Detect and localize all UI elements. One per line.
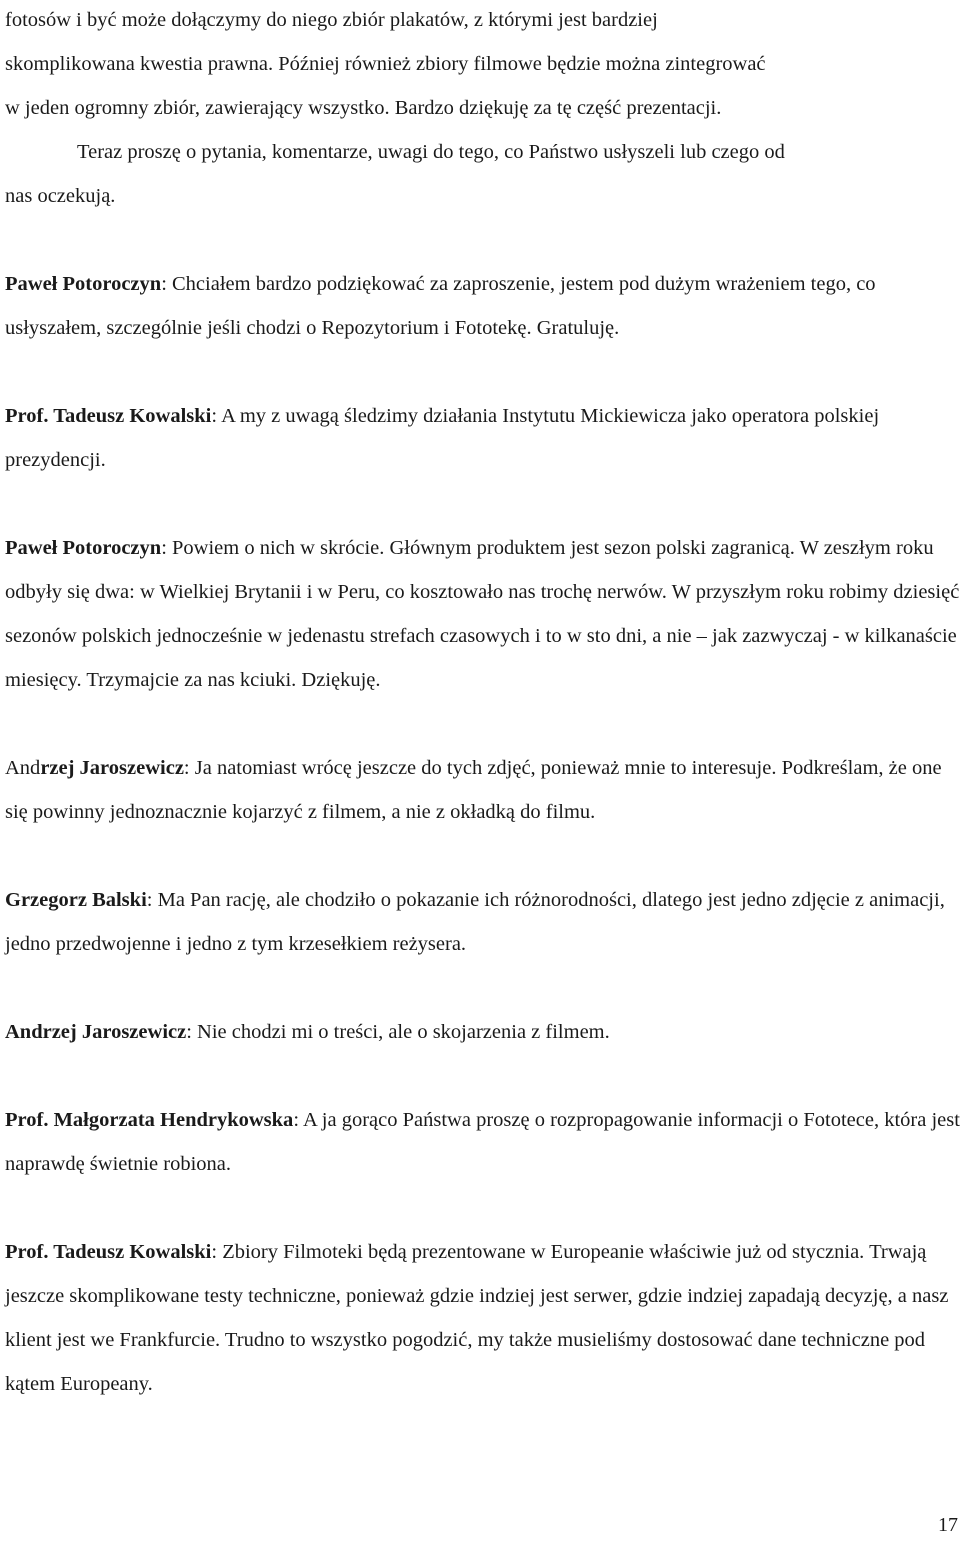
statement-paragraph: [5, 746, 960, 834]
intro-indented-line: Teraz proszę o pytania, komentarze, uwagi do tego, co Państwo usłyszeli lub czego od: [77, 141, 785, 163]
document-page: [5, 0, 960, 1406]
speaker-name: Grzegorz Balski: [5, 889, 147, 911]
statement-paragraph: [5, 526, 960, 702]
statement-paragraph: [5, 394, 960, 482]
statement-paragraph: [5, 262, 960, 350]
statement-text: : Nie chodzi mi o treści, ale o skojarzenia z filmem.: [186, 1021, 610, 1043]
statement-text: : A ja gorąco Państwa proszę o rozpropagowanie informacji o Fototece, która jest naprawdę świetnie robiona.: [5, 1109, 960, 1175]
statement-paragraph: [5, 1098, 960, 1186]
statement-text: : Powiem o nich w skrócie. Głównym produktem jest sezon polski zagranicą. W zeszłym roku odbyły się dwa: w Wielkiej Brytanii i w Peru, co kosztowało nas trochę nerwów. W przyszłym roku robimy dziesięć sezonów polskich jednocześnie w jedenastu strefach czasowych i to w sto dni, a nie – jak zazwyczaj - w kilkanaście miesięcy. Trzymajcie za nas kciuki. Dziękuję.: [5, 537, 960, 691]
intro-line-3: w jeden ogromny zbiór, zawierający wszystko. Bardzo dziękuję za tę część prezentacji.: [5, 97, 722, 119]
speaker-name: rzej Jaroszewicz: [40, 757, 184, 779]
page-number: 17: [938, 1514, 958, 1536]
speaker-name: Prof. Tadeusz Kowalski: [5, 1241, 212, 1263]
speaker-name: Prof. Małgorzata Hendrykowska: [5, 1109, 294, 1131]
speaker-name: Paweł Potoroczyn: [5, 537, 162, 559]
statement-paragraph: [5, 878, 960, 966]
speaker-name-prefix: And: [5, 757, 41, 779]
statement-text: : Chciałem bardzo podziękować za zaproszenie, jestem pod dużym wrażeniem tego, co usłyszałem, szczególnie jeśli chodzi o Repozytorium i Fototekę. Gratuluję.: [5, 273, 876, 339]
statement-paragraph: [5, 1010, 960, 1054]
statement-text: : Ja natomiast wrócę jeszcze do tych zdjęć, ponieważ mnie to interesuje. Podkreślam, że one się powinny jednoznacznie kojarzyć z filmem, a nie z okładką do filmu.: [5, 757, 942, 823]
intro-line-1: fotosów i być może dołączymy do niego zbiór plakatów, z którymi jest bardziej: [5, 9, 658, 31]
intro-paragraph: [5, 0, 960, 218]
statement-paragraph: [5, 1230, 960, 1406]
statement-text: : Zbiory Filmoteki będą prezentowane w Europeanie właściwie już od stycznia. Trwają jeszcze skomplikowane testy techniczne, ponieważ gdzie indziej jest serwer, gdzie indziej zapadają decyzję, a nasz klient jest we Frankfurcie. Trudno to wszystko pogodzić, my także musieliśmy dostosować dane techniczne pod kątem Europeany.: [5, 1241, 949, 1395]
statement-text: : Ma Pan rację, ale chodziło o pokazanie ich różnorodności, dlatego jest jedno zdjęcie z animacji, jedno przedwojenne i jedno z tym krzesełkiem reżysera.: [5, 889, 945, 955]
speaker-name: Prof. Tadeusz Kowalski: [5, 405, 212, 427]
statement-text: : A my z uwagą śledzimy działania Instytutu Mickiewicza jako operatora polskiej prezydencji.: [5, 405, 880, 471]
intro-last-line: nas oczekują.: [5, 185, 116, 207]
intro-line-2: skomplikowana kwestia prawna. Później również zbiory filmowe będzie można zintegrować: [5, 53, 766, 75]
speaker-name: Andrzej Jaroszewicz: [5, 1021, 187, 1043]
speaker-name: Paweł Potoroczyn: [5, 273, 162, 295]
